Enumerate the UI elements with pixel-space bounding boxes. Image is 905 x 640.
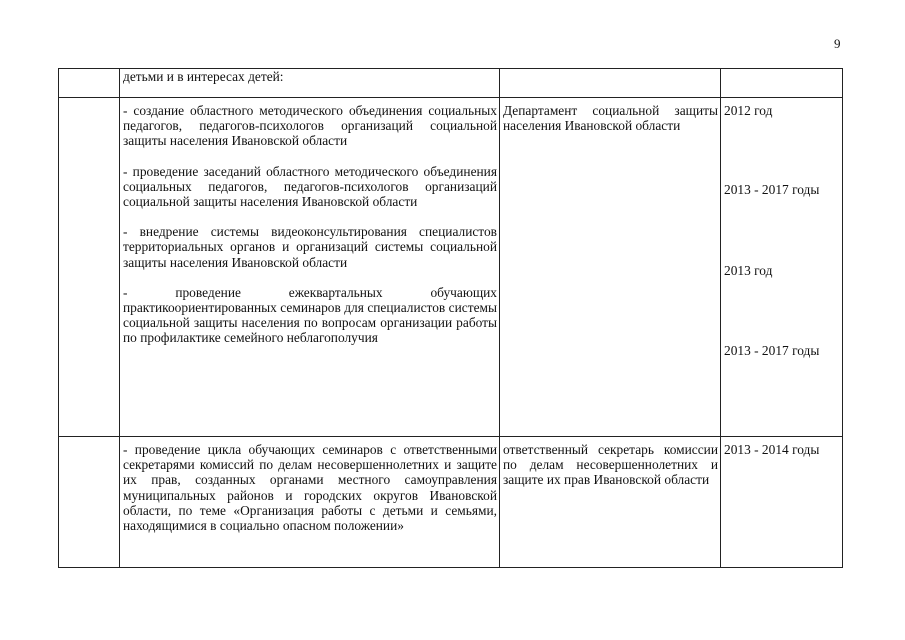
executor-text: Департамент социальной защиты населения Ивановской области [503, 103, 718, 134]
term-cell [721, 437, 843, 568]
activity-text: - проведение цикла обучающих семинаров с ответственными секретарями комиссий по делам несовершеннолетних и защите их прав, созданных органами местного самоуправления муниципальных районов и городских округов Ивановской области, по теме «Организация работы с детьми и семьями, находящимися в социально опасном положении» [123, 442, 497, 534]
table-row [59, 98, 843, 437]
measures-table [58, 68, 843, 568]
term-cell [721, 69, 843, 98]
activity-cell [120, 98, 500, 437]
term-text: 2013 год [724, 263, 773, 278]
activity-text: - проведение ежеквартальных обучающих практикоориентированных семинаров для специалистов системы социальной защиты населения по вопросам организации работы по профилактике семейного неблагополучия [123, 284, 497, 346]
executor-cell [500, 98, 721, 437]
term-text: 2013 - 2017 годы [724, 182, 820, 197]
page-number: 9 [834, 36, 841, 51]
number-cell [59, 69, 120, 98]
table-row [59, 69, 843, 98]
executor-text: ответственный секретарь комиссии по делам несовершеннолетних и защите их прав Ивановской области [503, 442, 718, 488]
table-row [59, 437, 843, 568]
number-cell [59, 437, 120, 568]
activity-text: - создание областного методического объединения социальных педагогов, педагогов-психологов организаций социальной защиты населения Ивановской области [123, 103, 497, 149]
term-cell [721, 98, 843, 437]
activity-text: - внедрение системы видеоконсультирования специалистов территориальных органов и организаций системы социальной защиты населения Ивановской области [123, 224, 497, 270]
term-text: 2013 - 2017 годы [724, 343, 820, 358]
executor-cell [500, 437, 721, 568]
activity-text: детьми и в интересах детей: [123, 69, 284, 84]
activity-text: - проведение заседаний областного методического объединения социальных педагогов, педагогов-психологов организаций социальной защиты населения Ивановской области [123, 163, 497, 210]
number-cell [59, 98, 120, 437]
executor-cell [500, 69, 721, 98]
activity-cell [120, 69, 500, 98]
activity-cell [120, 437, 500, 568]
term-text: 2012 год [724, 103, 773, 118]
term-text: 2013 - 2014 годы [724, 442, 820, 457]
